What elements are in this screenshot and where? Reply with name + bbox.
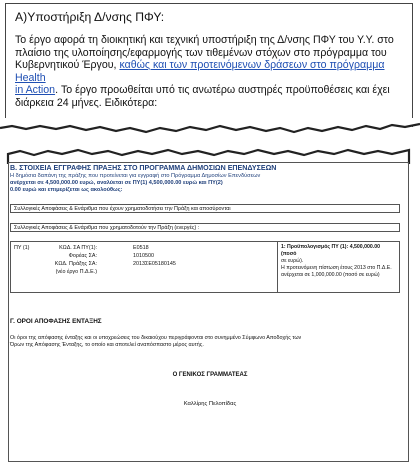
budget-line-2: σε ευρώ). [281, 258, 304, 264]
funding-grid [10, 241, 400, 293]
snippet-section-b [0, 142, 420, 464]
section-a-frame [5, 3, 413, 127]
section-b-heading: Β. ΣΤΟΙΧΕΙΑ ΕΓΓΡΑΦΗΣ ΠΡΑΞΗΣ ΣΤΟ ΠΡΟΓΡΑΜΜΑ ΔΗΜΟΣΙΩΝ ΕΠΕΝΔΥΣΕΩΝ [10, 164, 277, 172]
para-highlight-1: καθώς και των προτεινόμενων δράσεων στο πρόγραμμα Health [15, 59, 385, 84]
budget-line-4: ανέρχεται σε 1,000,000.00 (ποσό σε ευρώ) [281, 272, 380, 278]
section-c-text [10, 335, 390, 349]
b-text-line-3: 0.00 ευρώ και επιμερίζεται ως ακολούθως: [10, 187, 123, 194]
budget-details [281, 244, 393, 279]
section-a-paragraph [15, 34, 402, 110]
para-line-2: πλαίσιο της υλοποίησης/εφαρμογής των τιθεμένων στόχων στο πρόγραμμα του [15, 46, 387, 59]
funding-grid-left: ΠΥ (1) ΚΩΔ. ΣΑ ΠΥ(1): Ε0518 Φορέας ΣΑ: 1010500 ΚΩΔ. Πράξης ΣΑ: 2013ΣΕ05180145 (νέο έργο Π.Δ.Ε.) [11, 242, 278, 292]
para-line-5: διάρκεια 24 μήνες. Ειδικότερα: [15, 96, 158, 109]
section-c-heading: Γ. ΟΡΟΙ ΑΠΟΦΑΣΗΣ ΕΝΤΑΞΗΣ [10, 318, 102, 325]
torn-edge-bottom [0, 118, 420, 140]
c-text-line-2: Όρων της Απόφασης Ένταξης, το οποίο και αποτελεί αναπόσπαστο μέρος αυτής. [10, 342, 204, 348]
py-label: ΠΥ (1) [14, 245, 30, 251]
c-text-line-1: Οι όροι της απόφασης ένταξης και οι υποχρεώσεις του δικαιούχου περιγράφονται στο συνημμένο Σύμφωνο Αποδοχής των [10, 335, 302, 341]
withdrawn-decisions-bar: Συλλογικές Αποφάσεις & Ενάριθμα που έχουν χρηματοδοτήσει την Πράξη και αποσύρονται [10, 204, 400, 213]
snippet-section-a [0, 0, 420, 138]
signatory-name: Καλλίρης Πελοπίδας [183, 401, 237, 407]
signatory-title: Ο ΓΕΝΙΚΟΣ ΓΡΑΜΜΑΤΕΑΣ [172, 372, 248, 378]
budget-line-1: 1: Προϋπολογισμός ΠΥ (1): 4,500,000.00 (ποσό [281, 244, 380, 257]
active-decisions-bar: Συλλογικές Αποφάσεις & Ενάριθμα που χρηματοδοτούν την Πράξη (ενεργές) : [10, 223, 400, 232]
para-highlight-2: in Action [15, 84, 56, 97]
para-line-1: Το έργο αφορά τη διοικητική και τεχνική υποστήριξη της Δ/νσης ΠΦΥ του Υ.Υ. στο [15, 34, 394, 46]
section-a-heading: Α)Υποστήριξη Δ/νσης ΠΦΥ: [15, 10, 165, 24]
para-line-3-pre: Κυβερνητικού Έργου, [15, 59, 120, 72]
b-text-line-1: Η δημόσια δαπάνη της πράξης που προτείνεται για εγγραφή στο Πρόγραμμα Δημοσίων Επενδύσεων [10, 173, 261, 179]
section-b-text [10, 173, 380, 195]
budget-line-3: Η προτεινόμενη πίστωση έτους 2013 στο Π.Δ.Ε. [281, 265, 392, 271]
para-line-4-rest: . Το έργο προωθείται υπό τις ανωτέρω αυστηρές προϋποθέσεις και έχει [55, 84, 390, 97]
b-text-line-2: ανέρχεται σε 4,500,000.00 ευρώ, αναλύεται σε ΠΥ(1) 4,500,000.00 ευρώ και ΠΥ(2) [10, 180, 223, 187]
